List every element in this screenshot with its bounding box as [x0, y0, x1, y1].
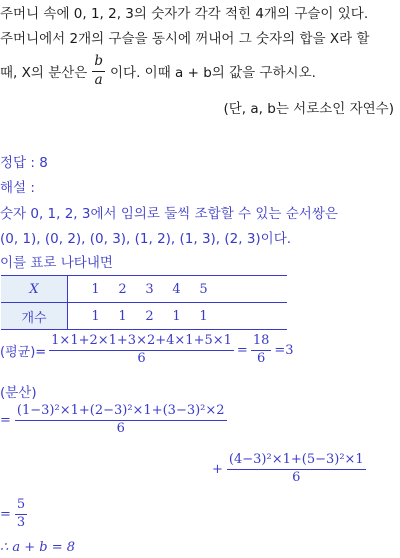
variance-numerator-1: (1−3)²×1+(2−3)²×1+(3−3)²×2 [15, 404, 227, 421]
table-header-count: 개수 [1, 303, 68, 330]
distribution-table [1, 275, 287, 330]
final-numerator: 5 [15, 498, 27, 515]
mean-numerator: 1×1+2×1+3×2+4×1+5×1 [49, 334, 234, 351]
conclusion: ∴ a + b = 8 [0, 540, 76, 555]
variance-denominator-1: 6 [116, 420, 125, 436]
variance-line-2 [212, 453, 366, 486]
table-cell: 2 [109, 276, 136, 303]
problem-line-3-prefix: 때, X의 분산은 [0, 65, 88, 82]
variance-fraction-num: b [92, 54, 105, 72]
variance-fraction [92, 54, 105, 88]
table-header-x: X [1, 276, 68, 303]
solution-step-2: 이를 표로 나타내면 [0, 255, 113, 271]
mean-equation [0, 334, 294, 367]
table-cell: 1 [109, 303, 136, 330]
table-cell: 1 [82, 276, 109, 303]
table-cell: 1 [190, 303, 217, 330]
variance-equals: = [0, 412, 11, 428]
mean-numerator-2: 18 [251, 334, 272, 351]
solution-step-1a: 숫자 0, 1, 2, 3에서 임의로 둘씩 조합할 수 있는 순서쌍은 [0, 206, 338, 222]
variance-line-1 [0, 404, 227, 437]
variance-label: (분산) [0, 385, 37, 401]
solution-step-1b: (0, 1), (0, 2), (0, 3), (1, 2), (1, 3), (2, 3)이다. [0, 231, 292, 247]
mean-label: (평균)= [0, 344, 47, 360]
mean-denominator: 6 [137, 350, 146, 366]
mean-fraction-2 [251, 334, 272, 367]
variance-numerator-2: (4−3)²×1+(5−3)²×1 [227, 453, 366, 470]
solution-heading: 해설 : [0, 180, 35, 196]
variance-result [0, 498, 27, 531]
mean-denominator-2: 6 [256, 350, 266, 366]
mean-result: =3 [274, 342, 294, 358]
variance-fraction-den: a [94, 71, 103, 88]
table-row-count [1, 303, 287, 330]
problem-line-1: 주머니 속에 0, 1, 2, 3의 숫자가 각각 적힌 4개의 구슬이 있다. [0, 6, 369, 22]
mean-equals: = [236, 342, 248, 358]
table-cell: 4 [163, 276, 190, 303]
table-row-x [1, 276, 287, 303]
problem-line-2: 주머니에서 2개의 구슬을 동시에 꺼내어 그 숫자의 합을 X라 할 [0, 31, 370, 47]
variance-denominator-2: 6 [292, 469, 301, 485]
mean-fraction [49, 334, 234, 367]
table-cell: 2 [136, 303, 163, 330]
answer: 정답 : 8 [0, 155, 48, 171]
table-cell: 1 [163, 303, 190, 330]
problem-condition: (단, a, b는 서로소인 자연수) [223, 101, 394, 117]
variance-fraction-2 [227, 453, 366, 486]
problem-line-3 [0, 54, 316, 88]
table-cell: 1 [82, 303, 109, 330]
table-cell: 5 [190, 276, 217, 303]
problem-line-3-suffix: 이다. 이때 a + b의 값을 구하시오. [109, 65, 316, 82]
variance-plus: + [212, 461, 223, 477]
final-equals: = [0, 506, 11, 522]
final-denominator: 3 [16, 514, 26, 530]
table-cell: 3 [136, 276, 163, 303]
final-fraction [15, 498, 27, 531]
variance-fraction-1 [15, 404, 227, 437]
